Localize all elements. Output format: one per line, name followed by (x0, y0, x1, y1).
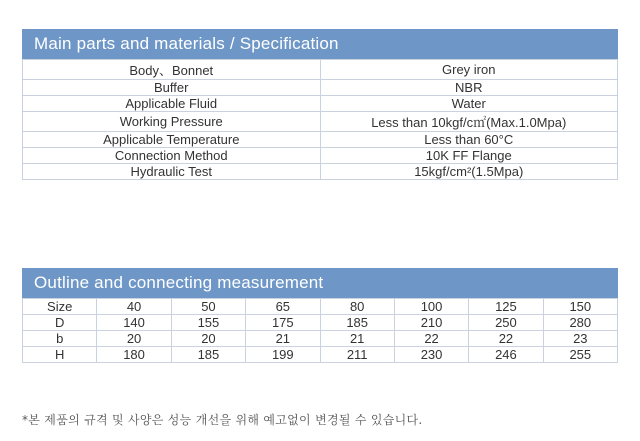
measurement-cell: 210 (394, 315, 468, 331)
spec-row (23, 132, 618, 148)
measurement-row (23, 347, 618, 363)
measurement-cell: 20 (97, 331, 171, 347)
measurement-row (23, 331, 618, 347)
spec-value: 10K FF Flange (320, 148, 618, 164)
spec-label: Buffer (23, 80, 321, 96)
spec-row (23, 80, 618, 96)
spec-row (23, 96, 618, 112)
measurement-cell: 155 (171, 315, 245, 331)
specification-header: Main parts and materials / Specification (22, 29, 618, 59)
measurement-cell: 255 (543, 347, 617, 363)
spec-label: Applicable Temperature (23, 132, 321, 148)
measurement-label: b (23, 331, 97, 347)
measurement-cell: 22 (469, 331, 543, 347)
measurement-cell: 230 (394, 347, 468, 363)
measurement-header: Outline and connecting measurement (22, 268, 618, 298)
measurement-cell: 280 (543, 315, 617, 331)
spec-label: Hydraulic Test (23, 164, 321, 180)
measurement-cell: 246 (469, 347, 543, 363)
spec-value: Water (320, 96, 618, 112)
measurement-cell: 20 (171, 331, 245, 347)
spec-label: Connection Method (23, 148, 321, 164)
measurement-cell: 185 (320, 315, 394, 331)
measurement-cell: 50 (171, 299, 245, 315)
measurement-cell: 21 (246, 331, 320, 347)
measurement-cell: 21 (320, 331, 394, 347)
measurement-cell: 40 (97, 299, 171, 315)
spec-value: 15kgf/cm²(1.5Mpa) (320, 164, 618, 180)
spec-value: Less than 10kgf/c㎡(Max.1.0Mpa) (320, 112, 618, 132)
spec-value: Grey iron (320, 60, 618, 80)
measurement-cell: 80 (320, 299, 394, 315)
measurement-cell: 211 (320, 347, 394, 363)
measurement-row (23, 299, 618, 315)
specification-table (22, 59, 618, 180)
measurement-cell: 250 (469, 315, 543, 331)
measurement-panel (22, 268, 618, 363)
measurement-cell: 150 (543, 299, 617, 315)
measurement-cell: 199 (246, 347, 320, 363)
spec-row (23, 164, 618, 180)
measurement-cell: 180 (97, 347, 171, 363)
spec-value: Less than 60°C (320, 132, 618, 148)
spec-label: Working Pressure (23, 112, 321, 132)
measurement-table (22, 298, 618, 363)
measurement-cell: 22 (394, 331, 468, 347)
measurement-cell: 185 (171, 347, 245, 363)
measurement-label: Size (23, 299, 97, 315)
spec-label: Applicable Fluid (23, 96, 321, 112)
disclaimer-note: *본 제품의 규격 및 사양은 성능 개선을 위해 예고없이 변경될 수 있습니다. (22, 413, 423, 427)
measurement-cell: 125 (469, 299, 543, 315)
specification-panel (22, 29, 618, 180)
measurement-cell: 100 (394, 299, 468, 315)
measurement-cell: 175 (246, 315, 320, 331)
spec-row (23, 60, 618, 80)
measurement-label: H (23, 347, 97, 363)
measurement-cell: 140 (97, 315, 171, 331)
measurement-cell: 23 (543, 331, 617, 347)
spec-label: Body、Bonnet (23, 60, 321, 80)
measurement-row (23, 315, 618, 331)
spec-value: NBR (320, 80, 618, 96)
measurement-cell: 65 (246, 299, 320, 315)
spec-row (23, 112, 618, 132)
spec-row (23, 148, 618, 164)
measurement-label: D (23, 315, 97, 331)
